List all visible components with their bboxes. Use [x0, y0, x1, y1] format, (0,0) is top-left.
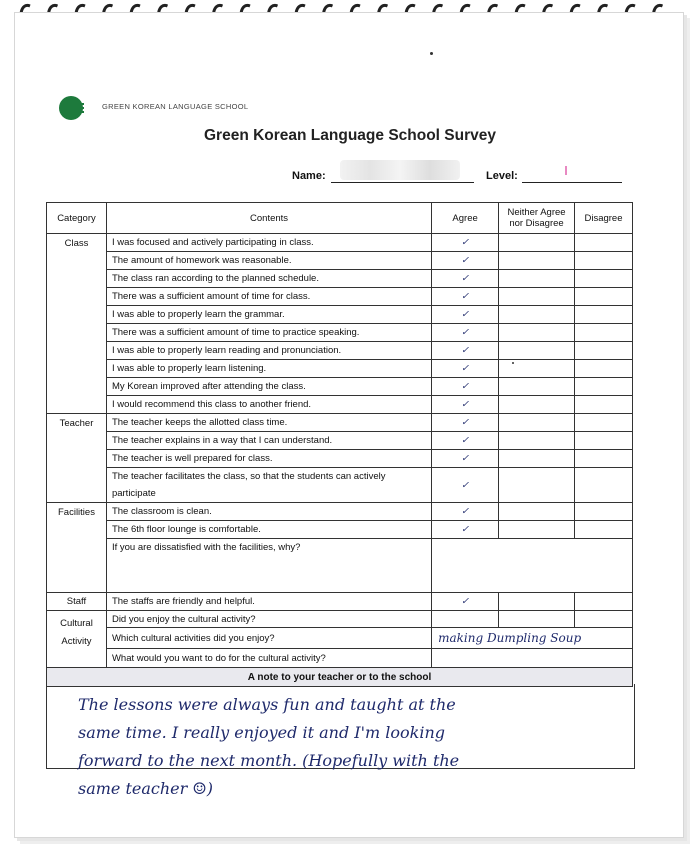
category-cultural-activity: Cultural Activity [47, 611, 107, 668]
disagree-cell[interactable] [574, 342, 632, 360]
table-row-content: Did you enjoy the cultural activity? [106, 611, 431, 628]
table-row-content: The amount of homework was reasonable. [106, 252, 431, 270]
agree-checkmark[interactable]: ✓ [432, 468, 499, 503]
neither-cell[interactable] [499, 432, 575, 450]
neither-cell[interactable] [499, 593, 575, 611]
neither-cell[interactable] [499, 450, 575, 468]
agree-checkmark[interactable]: ✓ [432, 521, 499, 539]
table-row-content: The teacher facilitates the class, so that the students can actively participate [106, 468, 431, 503]
school-logo [58, 95, 258, 119]
note-line: same teacher ☺) [78, 779, 213, 798]
paper-speck [512, 362, 514, 364]
disagree-cell[interactable] [574, 414, 632, 432]
paper-speck [430, 52, 433, 55]
table-row-content: The 6th floor lounge is comfortable. [106, 521, 431, 539]
disagree-cell[interactable] [574, 252, 632, 270]
note-line: The lessons were always fun and taught at the [78, 695, 456, 714]
agree-checkmark[interactable]: ✓ [432, 378, 499, 396]
name-field[interactable] [331, 182, 474, 183]
table-row-content: My Korean improved after attending the class. [106, 378, 431, 396]
neither-cell[interactable] [499, 288, 575, 306]
neither-cell[interactable] [499, 324, 575, 342]
agree-checkmark[interactable]: ✓ [432, 503, 499, 521]
note-line: same time. I really enjoyed it and I'm looking [78, 723, 445, 742]
agree-checkmark[interactable]: ✓ [432, 306, 499, 324]
table-row-content: The teacher explains in a way that I can understand. [106, 432, 431, 450]
agree-checkmark[interactable]: ✓ [432, 234, 499, 252]
agree-cell[interactable] [432, 611, 499, 628]
survey-table [46, 202, 633, 687]
disagree-cell[interactable] [574, 234, 632, 252]
disagree-cell[interactable] [574, 324, 632, 342]
level-field[interactable] [522, 182, 622, 183]
agree-checkmark[interactable]: ✓ [432, 593, 499, 611]
agree-checkmark[interactable]: ✓ [432, 432, 499, 450]
column-header-contents: Contents [106, 203, 431, 234]
table-row-content: What would you want to do for the cultural activity? [106, 649, 431, 668]
disagree-cell[interactable] [574, 503, 632, 521]
neither-cell[interactable] [499, 468, 575, 503]
table-row-content: I was able to properly learn listening. [106, 360, 431, 378]
facilities-comment-field[interactable] [432, 539, 633, 593]
disagree-cell[interactable] [574, 450, 632, 468]
pen-mark [565, 166, 567, 175]
disagree-cell[interactable] [574, 432, 632, 450]
neither-cell[interactable] [499, 270, 575, 288]
neither-cell[interactable] [499, 503, 575, 521]
disagree-cell[interactable] [574, 521, 632, 539]
table-row-content: I would recommend this class to another friend. [106, 396, 431, 414]
neither-cell[interactable] [499, 521, 575, 539]
category-class: Class [47, 234, 107, 414]
school-logo-icon [58, 95, 84, 121]
category-staff: Staff [47, 593, 107, 611]
agree-checkmark[interactable]: ✓ [432, 414, 499, 432]
redacted-name [340, 160, 460, 180]
table-row-content: The teacher is well prepared for class. [106, 450, 431, 468]
neither-cell[interactable] [499, 252, 575, 270]
agree-checkmark[interactable]: ✓ [432, 342, 499, 360]
agree-checkmark[interactable]: ✓ [432, 360, 499, 378]
agree-checkmark[interactable]: ✓ [432, 288, 499, 306]
category-facilities: Facilities [47, 503, 107, 593]
agree-checkmark[interactable]: ✓ [432, 396, 499, 414]
disagree-cell[interactable] [574, 593, 632, 611]
disagree-cell[interactable] [574, 396, 632, 414]
agree-checkmark[interactable]: ✓ [432, 252, 499, 270]
disagree-cell[interactable] [574, 378, 632, 396]
neither-cell[interactable] [499, 234, 575, 252]
table-row-content: There was a sufficient amount of time to practice speaking. [106, 324, 431, 342]
note-heading: A note to your teacher or to the school [47, 668, 633, 687]
column-header-neither: Neither Agree nor Disagree [499, 203, 575, 234]
table-row-content: I was focused and actively participating in class. [106, 234, 431, 252]
disagree-cell[interactable] [574, 288, 632, 306]
level-label: Level: [486, 170, 518, 182]
agree-checkmark[interactable]: ✓ [432, 270, 499, 288]
disagree-cell[interactable] [574, 270, 632, 288]
page-title: Green Korean Language School Survey [204, 127, 496, 144]
disagree-cell[interactable] [574, 306, 632, 324]
neither-cell[interactable] [499, 342, 575, 360]
school-logo-text: GREEN KOREAN LANGUAGE SCHOOL [102, 102, 249, 111]
table-row-content: The classroom is clean. [106, 503, 431, 521]
table-row-content: Which cultural activities did you enjoy? [106, 628, 431, 649]
table-row-content: The teacher keeps the allotted class time. [106, 414, 431, 432]
column-header-category: Category [47, 203, 107, 234]
disagree-cell[interactable] [574, 360, 632, 378]
cultural-activity-answer[interactable]: making Dumpling Soup [432, 628, 633, 649]
cultural-activity-wish-field[interactable] [432, 649, 633, 668]
table-row-content: The staffs are friendly and helpful. [106, 593, 431, 611]
category-teacher: Teacher [47, 414, 107, 503]
agree-checkmark[interactable]: ✓ [432, 324, 499, 342]
disagree-cell[interactable] [574, 611, 632, 628]
neither-cell[interactable] [499, 611, 575, 628]
neither-cell[interactable] [499, 378, 575, 396]
neither-cell[interactable] [499, 306, 575, 324]
disagree-cell[interactable] [574, 468, 632, 503]
agree-checkmark[interactable]: ✓ [432, 450, 499, 468]
table-row-content: The class ran according to the planned schedule. [106, 270, 431, 288]
neither-cell[interactable] [499, 360, 575, 378]
note-line: forward to the next month. (Hopefully with the [78, 751, 460, 770]
neither-cell[interactable] [499, 414, 575, 432]
neither-cell[interactable] [499, 396, 575, 414]
table-row-content: There was a sufficient amount of time for class. [106, 288, 431, 306]
table-row-content: I was able to properly learn reading and pronunciation. [106, 342, 431, 360]
column-header-agree: Agree [432, 203, 499, 234]
name-label: Name: [292, 170, 326, 182]
column-header-disagree: Disagree [574, 203, 632, 234]
table-row-content: I was able to properly learn the grammar. [106, 306, 431, 324]
table-row-content: If you are dissatisfied with the facilities, why? [106, 539, 431, 593]
